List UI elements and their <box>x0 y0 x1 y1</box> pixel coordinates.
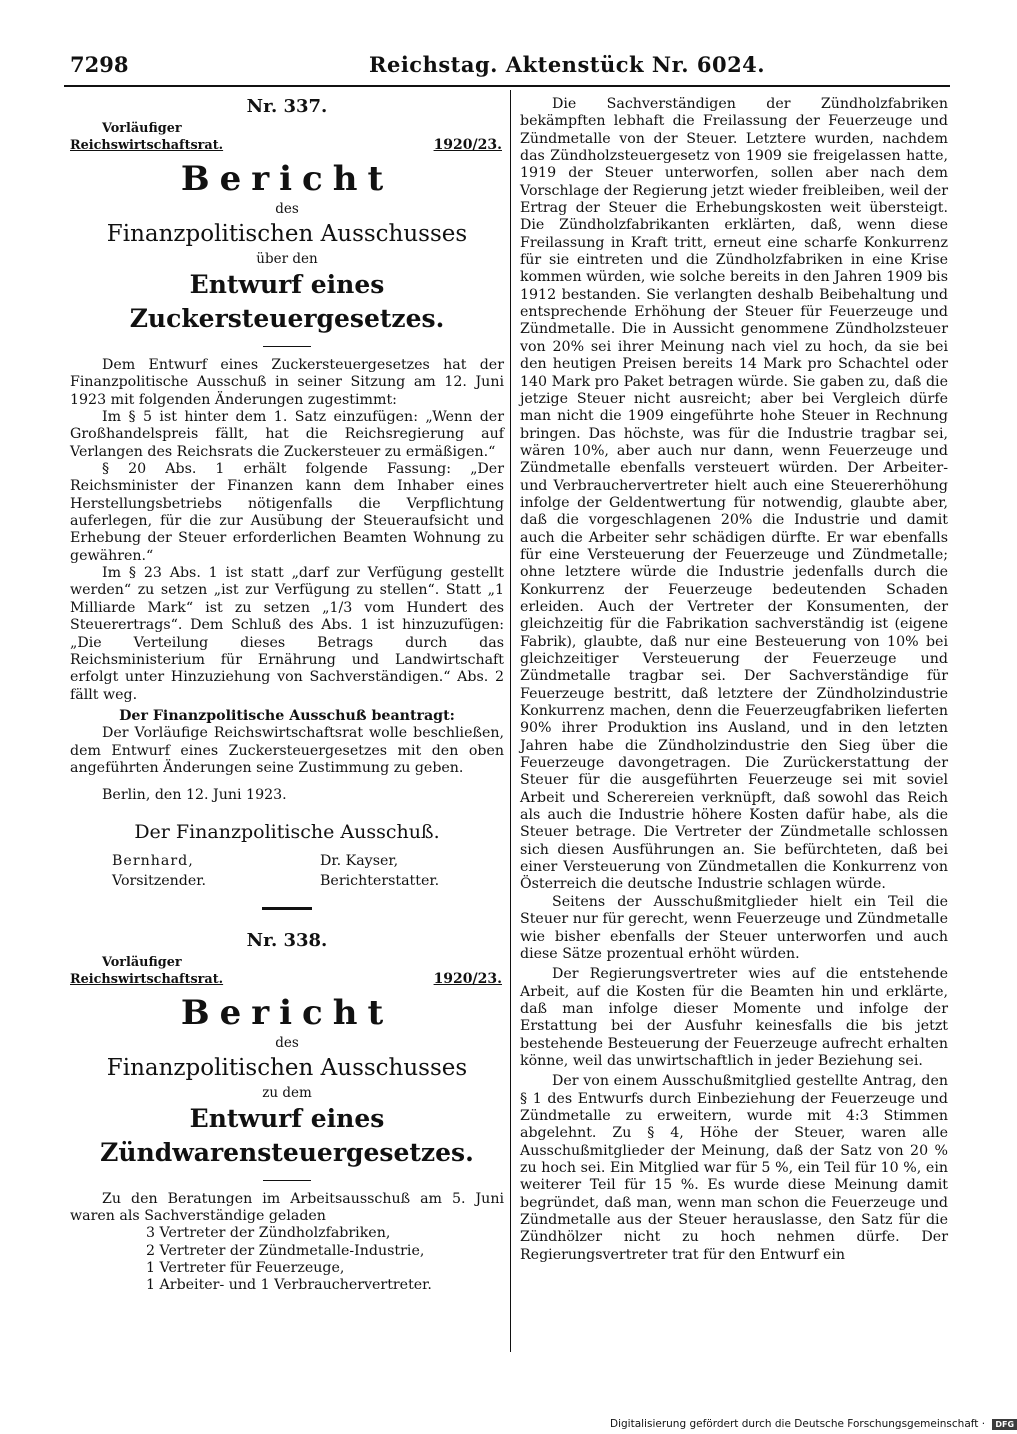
running-title: Reichstag. Aktenstück Nr. 6024. <box>369 52 766 77</box>
date-line: Berlin, den 12. Juni 1923. <box>102 787 287 804</box>
intro-paragraph: Zu den Beratungen im Arbeitsausschuß am 5. Juni waren als Sachverständige geladen <box>70 1190 504 1224</box>
word-ueber: über den <box>256 251 318 267</box>
org-line-1: Vorläufiger <box>102 954 182 970</box>
credit-text: Digitalisierung gefördert durch die Deutsche Forschungsgemeinschaft · <box>610 1418 986 1430</box>
paragraph: § 20 Abs. 1 erhält folgende Fassung: „Der Reichsminister der Finanzen kann dem Inhaber eines Herstellungsbetriebs nötigenfalls die Verpflichtung auferlegen, für die zur Ausübung der Steueraufsicht und Erhebung der Steuer erforderlichen Beamten Wohnung zu gewähren.“ <box>70 461 504 564</box>
paragraph: Seitens der Ausschußmitglieder hielt ein Teil die Steuer nur für gerecht, wenn Feuerzeuge und Zündmetalle wie bisher ebenfalls der Steuer unterworfen und auch diese Sätze prozentual erhöht würden. <box>520 893 948 962</box>
right-column <box>520 96 948 1264</box>
list-item: 1 Arbeiter- und 1 Verbrauchervertreter. <box>146 1277 432 1294</box>
paragraph: Im § 23 Abs. 1 ist statt „darf zur Verfügung gestellt werden“ zu setzen „ist zur Verfügung zu stellen“. Statt „1 Milliarde Mark“ ist zu setzen „1/3 vom Hundert des Steuerertrags“. Dem Schluß des Abs. 1 ist hinzuzufügen: „Die Verteilung dieses Betrags durch das Reichsministerium für Ernährung und Landwirtschaft erfolgt unter Hinzuziehung von Sachverständigen.“ Abs. 2 fällt weg. <box>70 565 504 703</box>
report-heading: Bericht <box>180 159 394 199</box>
section-rule <box>263 346 311 347</box>
session-year: 1920/23. <box>433 970 502 987</box>
paragraph: Der von einem Ausschußmitglied gestellte Antrag, den § 1 des Entwurfs durch Einbeziehung der Feuerzeuge und Zündmetalle zu erweitern, wurde mit 4:3 Stimmen abgelehnt. Zu § 4, Höhe der Steuer, waren alle Ausschußmitglieder der Meinung, daß der Satz von 20 % zu hoch sei. Ein Mitglied war für 5 %, ein Teil für 10 %, ein weiterer Teil für 15 %. Es wurde diese Meinung damit begründet, daß man, wenn man schon die Feuerzeuge und Zündmetalle aus der Steuer herauslasse, den Satz für die Zündhölzer nicht zu hoch nehmen dürfe. Der Regierungsvertreter trat für den Entwurf ein <box>520 1073 948 1263</box>
committee-title: Finanzpolitischen Ausschusses <box>106 221 468 247</box>
experts-list <box>70 1225 504 1294</box>
org-line-2: Reichswirtschaftsrat. <box>70 971 224 987</box>
report-separator <box>262 907 312 910</box>
word-zu: zu dem <box>262 1084 312 1101</box>
header-rule <box>64 85 950 87</box>
organization-line <box>70 954 504 990</box>
draft-title: Entwurf eines Zündwarensteuergesetzes. <box>100 1103 474 1167</box>
list-item: 3 Vertreter der Zündholzfabriken, <box>146 1225 391 1242</box>
motion-text: Der Vorläufige Reichswirtschaftsrat wolle beschließen, dem Entwurf eines Zuckersteuergesetzes mit den oben angeführten Änderungen seine Zustimmung zu geben. <box>70 725 504 776</box>
report-number: Nr. 337. <box>246 96 328 117</box>
list-item: 2 Vertreter der Zündmetalle-Industrie, <box>146 1242 425 1259</box>
column-divider <box>510 90 511 1352</box>
word-des: des <box>275 201 299 217</box>
paragraph: Dem Entwurf eines Zuckersteuergesetzes hat der Finanzpolitische Ausschuß in seiner Sitzung am 12. Juni 1923 mit folgenden Änderungen zugestimmt: <box>70 357 504 408</box>
digitization-credit <box>610 1418 1017 1430</box>
draft-title: Entwurf eines Zuckersteuergesetzes. <box>129 270 445 333</box>
committee-signature: Der Finanzpolitische Ausschuß. <box>134 820 440 843</box>
organization-line <box>70 120 504 156</box>
report-heading: Bericht <box>180 992 394 1033</box>
page-header <box>64 52 948 80</box>
org-line-1: Vorläufiger <box>102 121 182 136</box>
dfg-logo: DFG <box>992 1419 1017 1430</box>
word-des: des <box>275 1034 299 1051</box>
report-number: Nr. 338. <box>246 929 328 951</box>
motion-heading: Der Finanzpolitische Ausschuß beantragt: <box>119 707 455 724</box>
paragraph: Der Regierungsvertreter wies auf die entstehende Arbeit, auf die Kosten für die Beamten hin und erklärte, daß man infolge dieser Momente und infolge der Erstattung bei der Ausfuhr keinesfalls die bis jetzt bestehende Besteuerung der Feuerzeuge aufrecht erhalten könne, weil das unwirtschaftlich in jeder Beziehung sei. <box>520 966 948 1069</box>
signer-2-role: Berichterstatter. <box>320 872 440 889</box>
committee-title: Finanzpolitischen Ausschusses <box>106 1054 468 1081</box>
section-rule <box>263 1180 311 1181</box>
page-number: 7298 <box>70 52 129 77</box>
signer-1-role: Vorsitzender. <box>112 872 207 889</box>
signer-2-name: Dr. Kayser, <box>320 852 399 869</box>
paragraph: Im § 5 ist hinter dem 1. Satz einzufügen: „Wenn der Großhandelspreis fällt, hat die Reichsregierung auf Verlangen des Reichsrats die Zuckersteuer zu ermäßigen.“ <box>70 409 504 460</box>
org-line-2: Reichswirtschaftsrat. <box>70 138 224 153</box>
list-item: 1 Vertreter für Feuerzeuge, <box>146 1259 345 1276</box>
session-year: 1920/23. <box>433 137 502 153</box>
signer-1-name: Bernhard, <box>112 852 194 869</box>
paragraph: Die Sachverständigen der Zündholzfabriken bekämpften lebhaft die Freilassung der Feuerzeuge und Zündmetalle von der Steuer. Letztere wurden, nachdem das Zündholzsteuergesetz von 1909 sie freigelassen hatte, 1919 der Steuer unterworfen, sollen aber nach dem Vorschlage der Regierung jetzt wieder freibleiben, weil der Ertrag der Steuer die Erhebungskosten weit übersteigt. Die Zündholzfabrikanten erklärten, daß, wenn diese Freilassung in Kraft tritt, erneut eine scharfe Konkurrenz für sie eintreten und die Zündholzfabriken in eine Krise kommen würden, wie solche bereits in den Jahren 1909 bis 1912 bestanden. Sie verlangten deshalb Beibehaltung und entsprechende Erhöhung der Steuer für Feuerzeuge und Zündmetalle. Die in Aussicht genommene Zündholzsteuer von 20% sei ihrer Meinung nach viel zu hoch, da sie bei den heutigen Preisen bereits 14 Mark pro Schachtel oder 140 Mark pro Paket betragen würde. Sie gaben zu, daß die jetzige Steuer nicht ausreicht; aber bei Vergleich dürfe man nicht die 1909 eingeführte hohe Steuer in Rechnung bringen. Das höchste, was für die Industrie tragbar sei, wären 10%, aber auch nur dann, wenn Feuerzeuge und Zündmetalle ebenfalls versteuert würden. Der Arbeiter- und Verbrauchervertreter hielt auch eine Steuererhöhung infolge der Geldentwertung für notwendig, glaubte aber, daß die vorgeschlagenen 20% die Industrie und damit auch die Arbeiter sehr schädigen dürfte. Er war ebenfalls für eine Versteuerung der Feuerzeuge und Zündmetalle; ohne letztere würde die Industrie jedenfalls durch die Konkurrenz der Feuerzeuge bedeutenden Schaden erleiden. Auch der Vertreter der Konsumenten, der gleichzeitig für die Fabrikation sachverständig ist (eigene Fabrik), glaubte, daß nur eine Besteuerung von 10% bei gleichzeitiger Versteuerung der Feuerzeuge und Zündmetalle tragbar sei. Der Sachverständige für Feuerzeuge bestritt, daß letztere der Zündholzindustrie Konkurrenz machen, denn die Feuerzeugfabriken lieferten 90% ihrer Produktion ins Ausland, und in den letzten Jahren habe die Zündholzindustrie den Sieg über die Feuerzeuge davongetragen. Die Zurückerstattung der Steuer für die ausgeführten Feuerzeuge sei mit soviel Arbeit und Scherereien verknüpft, daß sowohl das Reich als auch die Industrie höhere Kosten dafür habe, als die Steuer betrage. Die Vertreter der Zündmetalle schlossen sich diesen Ausführungen an. Sie befürchteten, daß bei einer Versteuerung von Zündmetallen die Konkurrenz von Österreich die deutsche Industrie schlagen würde. <box>520 96 948 893</box>
signatories <box>70 851 504 891</box>
left-column <box>70 96 504 1295</box>
